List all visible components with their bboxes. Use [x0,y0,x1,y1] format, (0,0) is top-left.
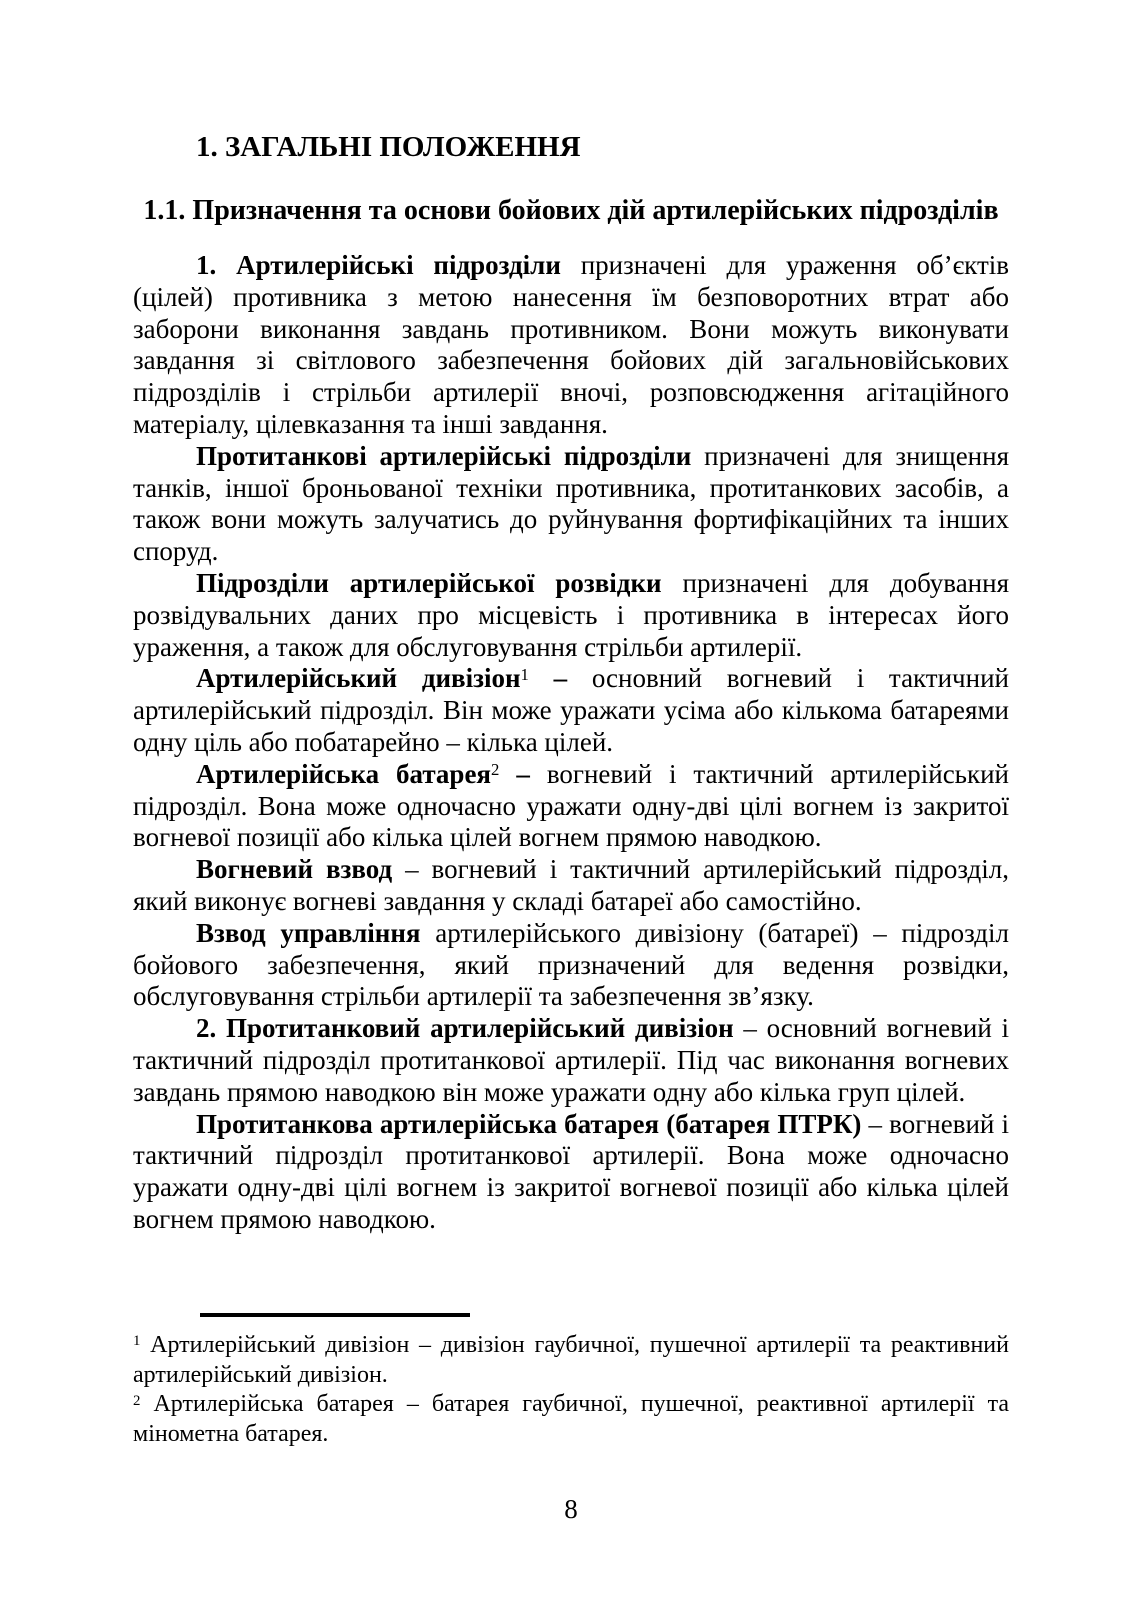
text-run: призначені для ураження об’єктів (цілей) противника з метою нанесення їм безповоротних втрат або заборони виконання завдань противником. Вони можуть виконувати завдання зі світлового забезпечення бойових дій загальновійськових підрозділів і стрільби артилерії вночі, розповсюдження агітаційного матеріалу, цілевказання та інші завдання. [133,250,1009,439]
bold-run: – [528,663,568,694]
bold-run: Протитанкові артилерійські підрозділи [196,440,692,471]
footnote-separator [200,1313,470,1317]
text-run: – вогневий і тактичний артилерійський підрозділ, який виконує вогневі завдання у складі батареї або самостійно. [133,854,1009,916]
paragraph [133,918,1009,1013]
bold-run: 2. Протитанковий артилерійський дивізіон [196,1013,734,1044]
paragraph [133,568,1009,663]
paragraph [133,441,1009,568]
footnote-text: Артилерійська батарея – батарея гаубичної, пушечної, реактивної артилерії та мінометна батарея. [133,1391,1009,1447]
footnotes [133,1331,1009,1449]
footnote [133,1331,1009,1390]
text-run: основний вогневий і тактичний артилерійський підрозділ. Він може уражати усіма або кількома батареями одну ціль або побатарейно – кілька цілей. [133,663,1009,757]
bold-run: 1. Артилерійські підрозділи [196,250,561,280]
paragraph [133,1013,1009,1108]
bold-run: Підрозділи артилерійської розвідки [196,567,662,598]
text-run: – основний вогневий і тактичний підрозділ протитанкової артилерії. Під час виконання вогневих завдань прямою наводкою він може уражати одну або кілька груп цілей. [133,1013,1009,1107]
bold-run: Вогневий взвод [196,854,393,885]
footnote-marker: 2 [133,1392,141,1409]
paragraph [133,250,1009,441]
section-heading: 1. ЗАГАЛЬНІ ПОЛОЖЕННЯ [196,131,581,163]
bold-run: Артилерійська батарея [196,758,492,789]
text-run: вогневий і тактичний артилерійський підрозділ. Вона може одночасно уражати одну-дві цілі вогнем із закритої вогневої позиції або кілька цілей вогнем прямою наводкою. [133,758,1010,853]
paragraph [133,854,1009,918]
bold-run: Протитанкова артилерійська батарея (батарея ПТРК) [196,1108,862,1139]
paragraph [133,663,1009,758]
footnote [133,1390,1009,1449]
text-run: – вогневий і тактичний підрозділ протитанкової артилерії. Вона може одночасно уражати одну-дві цілі вогнем із закритої вогневої позиції або кілька цілей вогнем прямою наводкою. [133,1108,1009,1234]
paragraph [133,1109,1009,1236]
text-run: призначені для знищення танків, іншої броньованої техніки противника, протитанкових засобів, а також вони можуть залучатись до руйнування фортифікаційних та інших споруд. [133,440,1009,567]
footnote-reference: 2 [491,760,500,780]
bold-run: Артилерійський дивізіон [196,663,521,694]
text-block [133,0,1009,1615]
body-text [133,250,1009,1236]
bold-run: – [499,758,530,789]
text-run: призначені для добування розвідувальних даних про місцевість і противника в інтересах його ураження, а також для обслуговування стрільби артилерії. [133,567,1010,662]
paragraph [133,759,1009,854]
footnote-reference: 1 [520,664,529,684]
footnote-marker: 1 [133,1333,141,1350]
page-number: 8 [564,1494,578,1524]
subsection-heading: 1.1. Призначення та основи бойових дій артилерійських підрозділів [143,195,999,226]
bold-run: Взвод управління [196,917,421,948]
footnote-text: Артилерійський дивізіон – дивізіон гаубичної, пушечної артилерії та реактивний артилерійський дивізіон. [133,1332,1009,1388]
text-run: артилерійського дивізіону (батареї) – підрозділ бойового забезпечення, який призначений для ведення розвідки, обслуговування стрільби артилерії та забезпечення зв’язку. [133,917,1009,1012]
